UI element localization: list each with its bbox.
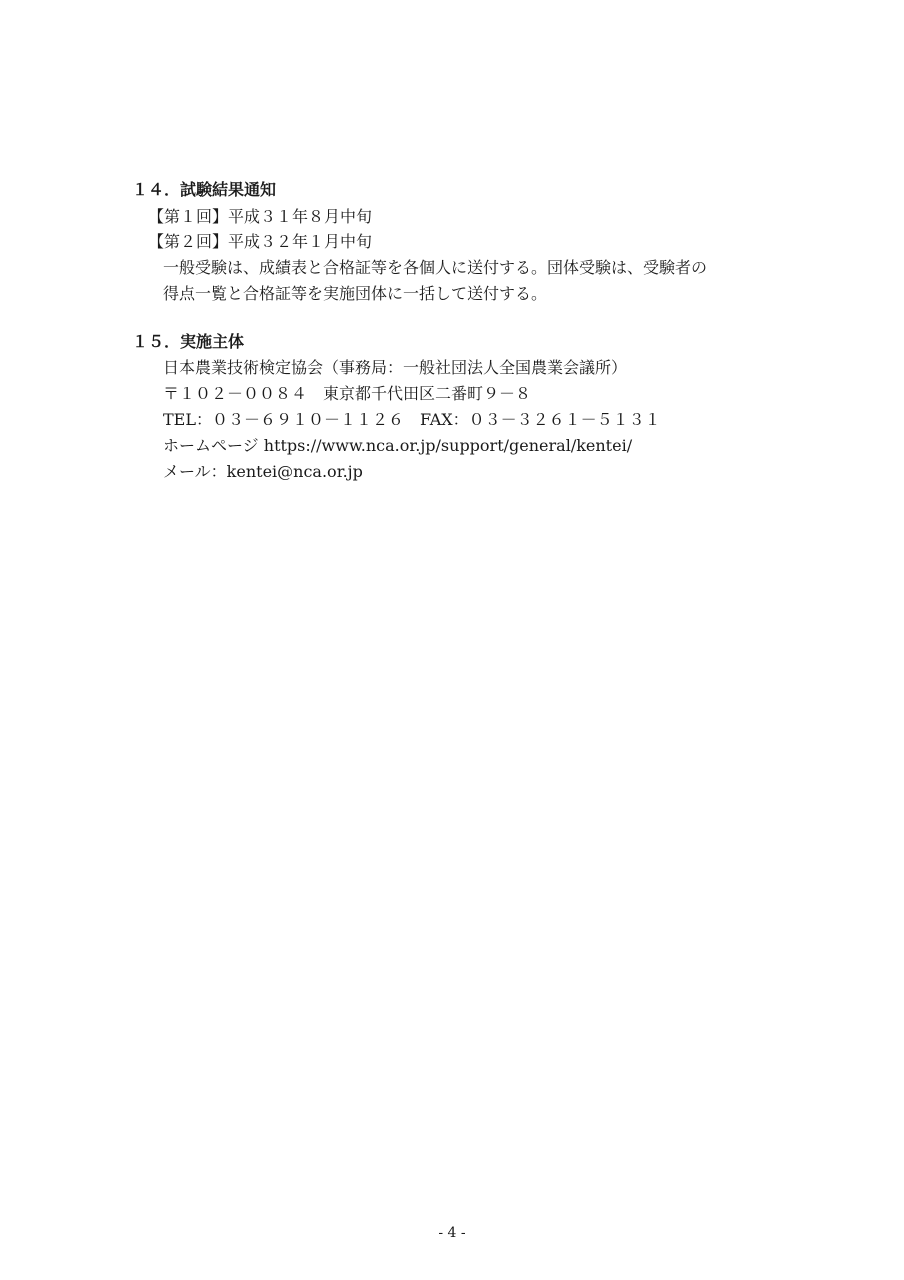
round-2-schedule: 【第２回】平成３２年１月中旬 [148, 232, 373, 251]
round-1-schedule: 【第１回】平成３１年８月中旬 [148, 207, 373, 226]
postal-address: 〒１０２－００８４ 東京都千代田区二番町９－８ [163, 384, 532, 403]
page-number: - 4 - [438, 1225, 466, 1241]
section-15-heading: １５．実施主体 [132, 332, 245, 351]
section-14-heading: １４．試験結果通知 [132, 180, 277, 199]
notification-text-line-1: 一般受験は、成績表と合格証等を各個人に送付する。団体受験は、受験者の [163, 258, 708, 277]
email-link[interactable]: メール：kentei@nca.or.jp [163, 462, 363, 481]
phone-fax: TEL：０３－６９１０－１１２６ FAX：０３－３２６１－５１３１ [163, 410, 661, 429]
notification-text-line-2: 得点一覧と合格証等を実施団体に一括して送付する。 [163, 284, 548, 303]
homepage-link[interactable]: ホームページ https://www.nca.or.jp/support/general/kentei/ [163, 436, 633, 455]
organization-name: 日本農業技術検定協会（事務局：一般社団法人全国農業会議所） [163, 358, 628, 377]
